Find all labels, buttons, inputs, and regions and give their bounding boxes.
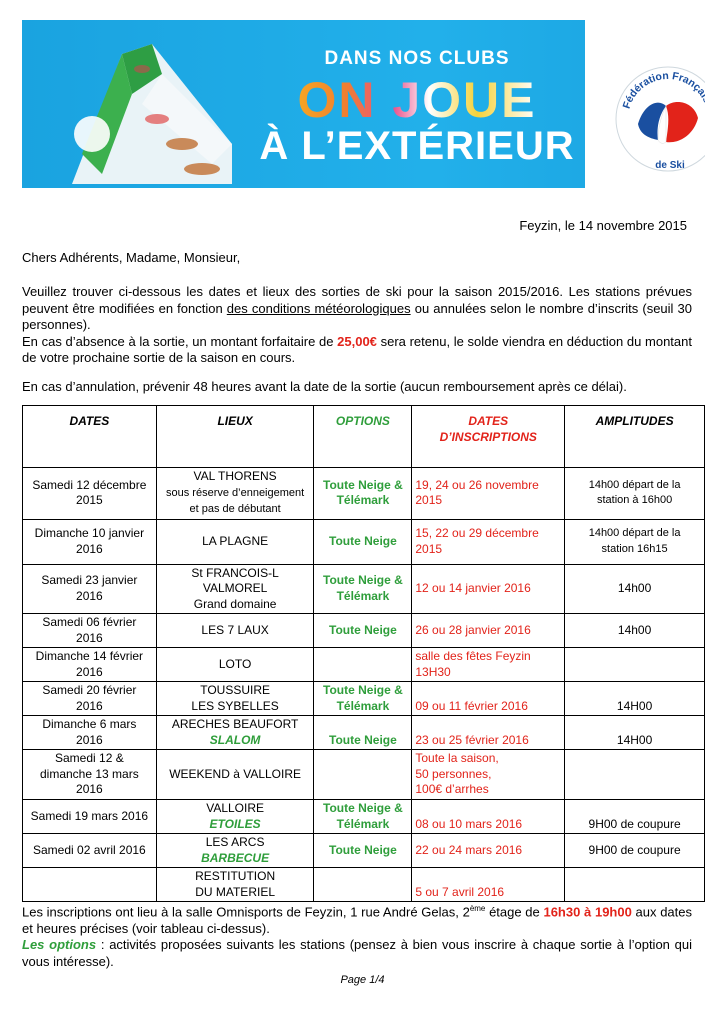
text: Samedi 23 janvier — [41, 573, 138, 588]
table-row — [23, 868, 705, 902]
text: 2016 — [76, 782, 103, 797]
cell-lieu — [156, 614, 314, 648]
cell-inscription — [412, 682, 565, 716]
header-inscriptions-2: D’INSCRIPTIONS — [439, 429, 537, 444]
cell-inscription — [412, 750, 565, 800]
text: VALMOREL — [202, 581, 268, 595]
text: Toute Neige & — [323, 477, 403, 492]
intro-p1c: ou annulées selon le nombre d’inscrits (seuil 30 personnes). — [22, 300, 692, 332]
header-banner — [22, 20, 716, 188]
table-row — [23, 519, 705, 564]
intro-p2c: sera retenu, le solde viendra en déduction du montant de votre prochaine sortie de la saison en cours. — [22, 333, 692, 365]
text: 9H00 de coupure — [588, 816, 681, 831]
table-row — [23, 834, 705, 868]
text: 2016 — [76, 698, 103, 713]
cell-amplitude — [565, 868, 705, 902]
text: Dimanche 10 janvier — [34, 526, 145, 540]
opening-hours: 16h30 à 19h00 — [543, 904, 632, 920]
text: SLALOM — [209, 732, 261, 747]
cell-option — [314, 519, 412, 564]
text: Toute Neige — [329, 842, 397, 857]
header-lieux: LIEUX — [156, 406, 314, 468]
cell-lieu — [156, 564, 314, 614]
text: 100€ d’arrhes — [415, 782, 489, 797]
text: ETOILES — [209, 816, 261, 831]
text: et pas de débutant — [189, 503, 281, 515]
text: LES 7 LAUX — [201, 622, 269, 637]
text: RESTITUTION — [195, 869, 276, 883]
text: 13H30 — [415, 664, 451, 679]
text: Télémark — [336, 698, 390, 713]
text: 14H00 — [616, 698, 653, 713]
text: LES SYBELLES — [191, 698, 279, 713]
text: LES ARCS — [205, 835, 265, 849]
cell-option — [314, 648, 412, 682]
text: station 16h15 — [601, 542, 668, 555]
text: 9H00 de coupure — [588, 842, 681, 857]
text: DU MATERIEL — [195, 884, 275, 899]
text: Samedi 12 & — [55, 751, 124, 766]
banner-title — [252, 74, 582, 126]
text: 2015 — [415, 541, 443, 556]
text: Toute la saison, — [415, 751, 499, 766]
cell-amplitude — [565, 750, 705, 800]
footer-f2b: : activités proposées suivants les stations (pensez à bien vous inscrire à chaque sortie à l’option qui vous intéresse). — [22, 937, 692, 969]
cell-amplitude — [565, 648, 705, 682]
cell-amplitude — [565, 834, 705, 868]
cell-amplitude — [565, 519, 705, 564]
logo-text-bottom: de Ski — [655, 160, 685, 171]
banner-title-line2: À L’EXTÉRIEUR — [259, 124, 575, 168]
text: TOUSSUIRE — [200, 683, 270, 697]
text: Toute Neige & — [323, 801, 403, 815]
table-row — [23, 614, 705, 648]
table-row — [23, 468, 705, 520]
header-amplitudes: AMPLITUDES — [565, 406, 705, 468]
ski-slope-illustration — [62, 34, 232, 184]
text: station à 16h00 — [596, 494, 673, 507]
cell-inscription — [412, 614, 565, 648]
text: Dimanche 6 mars — [42, 717, 137, 731]
cell-lieu — [156, 648, 314, 682]
text: 2016 — [76, 732, 103, 747]
text: 22 ou 24 mars 2016 — [415, 842, 523, 857]
text: Toute Neige — [329, 622, 397, 637]
text: Télémark — [336, 493, 390, 508]
text: Toute Neige & — [323, 573, 403, 588]
text: LOTO — [218, 656, 252, 671]
text: 2016 — [76, 541, 103, 556]
text: ARECHES BEAUFORT — [171, 717, 299, 731]
header-options: OPTIONS — [314, 406, 412, 468]
cell-amplitude — [565, 682, 705, 716]
text: Toute Neige & — [323, 683, 403, 697]
table-row — [23, 750, 705, 800]
text: LA PLAGNE — [202, 533, 269, 548]
footer-f1b: étage de — [485, 904, 544, 920]
text: Samedi 20 février — [42, 683, 137, 697]
table-row — [23, 564, 705, 614]
table-row — [23, 648, 705, 682]
text: Toute Neige — [329, 732, 397, 747]
footer-f1a: Les inscriptions ont lieu à la salle Omnisports de Feyzin, 1 rue André Gelas, 2 — [22, 904, 470, 920]
text: Télémark — [336, 588, 390, 603]
cell-amplitude — [565, 614, 705, 648]
text: sous réserve d’enneigement — [166, 486, 305, 499]
text: dimanche 13 mars — [40, 766, 139, 781]
cell-amplitude — [565, 716, 705, 750]
cell-lieu — [156, 716, 314, 750]
cell-date — [23, 800, 157, 834]
text: Samedi 12 décembre — [32, 477, 147, 492]
cell-option — [314, 564, 412, 614]
cell-lieu — [156, 750, 314, 800]
cell-inscription — [412, 468, 565, 520]
text: Samedi 19 mars 2016 — [30, 808, 149, 823]
text: Toute Neige — [329, 533, 397, 548]
cell-date — [23, 750, 157, 800]
footer-f1d: aux dates et heures précises (voir tableau ci-dessus). — [22, 904, 692, 936]
text: Dimanche 14 février — [35, 649, 144, 663]
intro-paragraph-3: En cas d’annulation, prévenir 48 heures avant la date de la sortie (aucun remboursement après ce délai). — [22, 379, 627, 394]
page-number: Page 1/4 — [340, 974, 385, 986]
cell-lieu — [156, 800, 314, 834]
text: 14h00 départ de la — [588, 527, 681, 539]
table-row — [23, 800, 705, 834]
text: 12 ou 14 janvier 2016 — [415, 581, 531, 595]
cell-lieu — [156, 682, 314, 716]
letter-date: Feyzin, le 14 novembre 2015 — [519, 218, 687, 233]
text: 50 personnes, — [415, 766, 492, 781]
text: 2015 — [415, 493, 443, 508]
cell-lieu — [156, 519, 314, 564]
cell-date — [23, 468, 157, 520]
intro-p1a: Veuillez trouver ci-dessous les dates et lieux des sorties de ski pour la saison 2015/2016. Les stations prévues peuvent être modifiées en fonction — [22, 284, 692, 316]
cell-date — [23, 564, 157, 614]
intro-p1b: des conditions météorologiques — [226, 300, 411, 316]
banner-title-text: ON JOUE — [297, 72, 537, 128]
text: St FRANCOIS-L — [191, 565, 279, 580]
text: WEEKEND à VALLOIRE — [169, 766, 302, 781]
text: Samedi 06 février — [42, 615, 137, 629]
text: 23 ou 25 février 2016 — [415, 732, 529, 747]
cell-option — [314, 716, 412, 750]
cell-date — [23, 868, 157, 902]
footer-paragraph — [22, 901, 692, 970]
text: Télémark — [336, 816, 390, 831]
cell-inscription — [412, 834, 565, 868]
options-label: Les options — [22, 937, 97, 953]
cell-date — [23, 834, 157, 868]
text: 19, 24 ou 26 novembre — [415, 477, 539, 492]
cell-option — [314, 614, 412, 648]
cell-option — [314, 468, 412, 520]
forfait-amount: 25,00€ — [337, 333, 377, 349]
cell-option — [314, 682, 412, 716]
text: 09 ou 11 février 2016 — [415, 698, 528, 713]
cell-inscription — [412, 800, 565, 834]
cell-inscription — [412, 868, 565, 902]
table-header-row — [23, 406, 705, 468]
text: 2015 — [76, 493, 103, 508]
cell-lieu — [156, 834, 314, 868]
text: 2016 — [76, 588, 103, 603]
text: salle des fêtes Feyzin — [415, 649, 531, 663]
text: 14H00 — [616, 732, 653, 747]
cell-inscription — [412, 716, 565, 750]
text: 2016 — [76, 664, 103, 679]
text: 14h00 départ de la — [588, 478, 681, 491]
text: 14h00 — [617, 622, 652, 637]
text: 26 ou 28 janvier 2016 — [415, 622, 531, 637]
cell-date — [23, 614, 157, 648]
text: 15, 22 ou 29 décembre — [415, 526, 539, 540]
cell-amplitude — [565, 564, 705, 614]
cell-date — [23, 682, 157, 716]
text: VAL THORENS — [193, 469, 277, 483]
table-row — [23, 716, 705, 750]
cell-option — [314, 868, 412, 902]
header-inscriptions — [412, 406, 565, 468]
text: VALLOIRE — [206, 801, 265, 815]
intro-p2a: En cas d’absence à la sortie, un montant forfaitaire de — [22, 333, 338, 349]
cell-lieu — [156, 868, 314, 902]
text: BARBECUE — [201, 850, 270, 865]
header-dates: DATES — [23, 406, 157, 468]
text: 14h00 — [617, 581, 652, 595]
cell-lieu — [156, 468, 314, 520]
cell-inscription — [412, 519, 565, 564]
table-row — [23, 682, 705, 716]
footer-f1sup: ème — [469, 904, 486, 913]
cell-inscription — [412, 564, 565, 614]
intro-paragraph-1 — [22, 284, 692, 367]
cell-amplitude — [565, 800, 705, 834]
logo-text-top: Fédération Française — [620, 69, 716, 111]
cell-date — [23, 519, 157, 564]
cell-option — [314, 750, 412, 800]
ffs-logo-icon — [610, 44, 716, 188]
text: Samedi 02 avril 2016 — [33, 842, 146, 857]
cell-date — [23, 716, 157, 750]
cell-option — [314, 834, 412, 868]
cell-inscription — [412, 648, 565, 682]
text: 08 ou 10 mars 2016 — [415, 816, 523, 831]
cell-date — [23, 648, 157, 682]
cell-option — [314, 800, 412, 834]
header-inscriptions-1: DATES — [468, 414, 509, 428]
banner-subtitle: DANS NOS CLUBS — [324, 48, 510, 69]
greeting: Chers Adhérents, Madame, Monsieur, — [22, 250, 241, 265]
cell-amplitude — [565, 468, 705, 520]
text: 5 ou 7 avril 2016 — [415, 884, 505, 899]
text: Grand domaine — [193, 596, 277, 611]
schedule-table — [22, 405, 705, 902]
text: 2016 — [76, 630, 103, 645]
